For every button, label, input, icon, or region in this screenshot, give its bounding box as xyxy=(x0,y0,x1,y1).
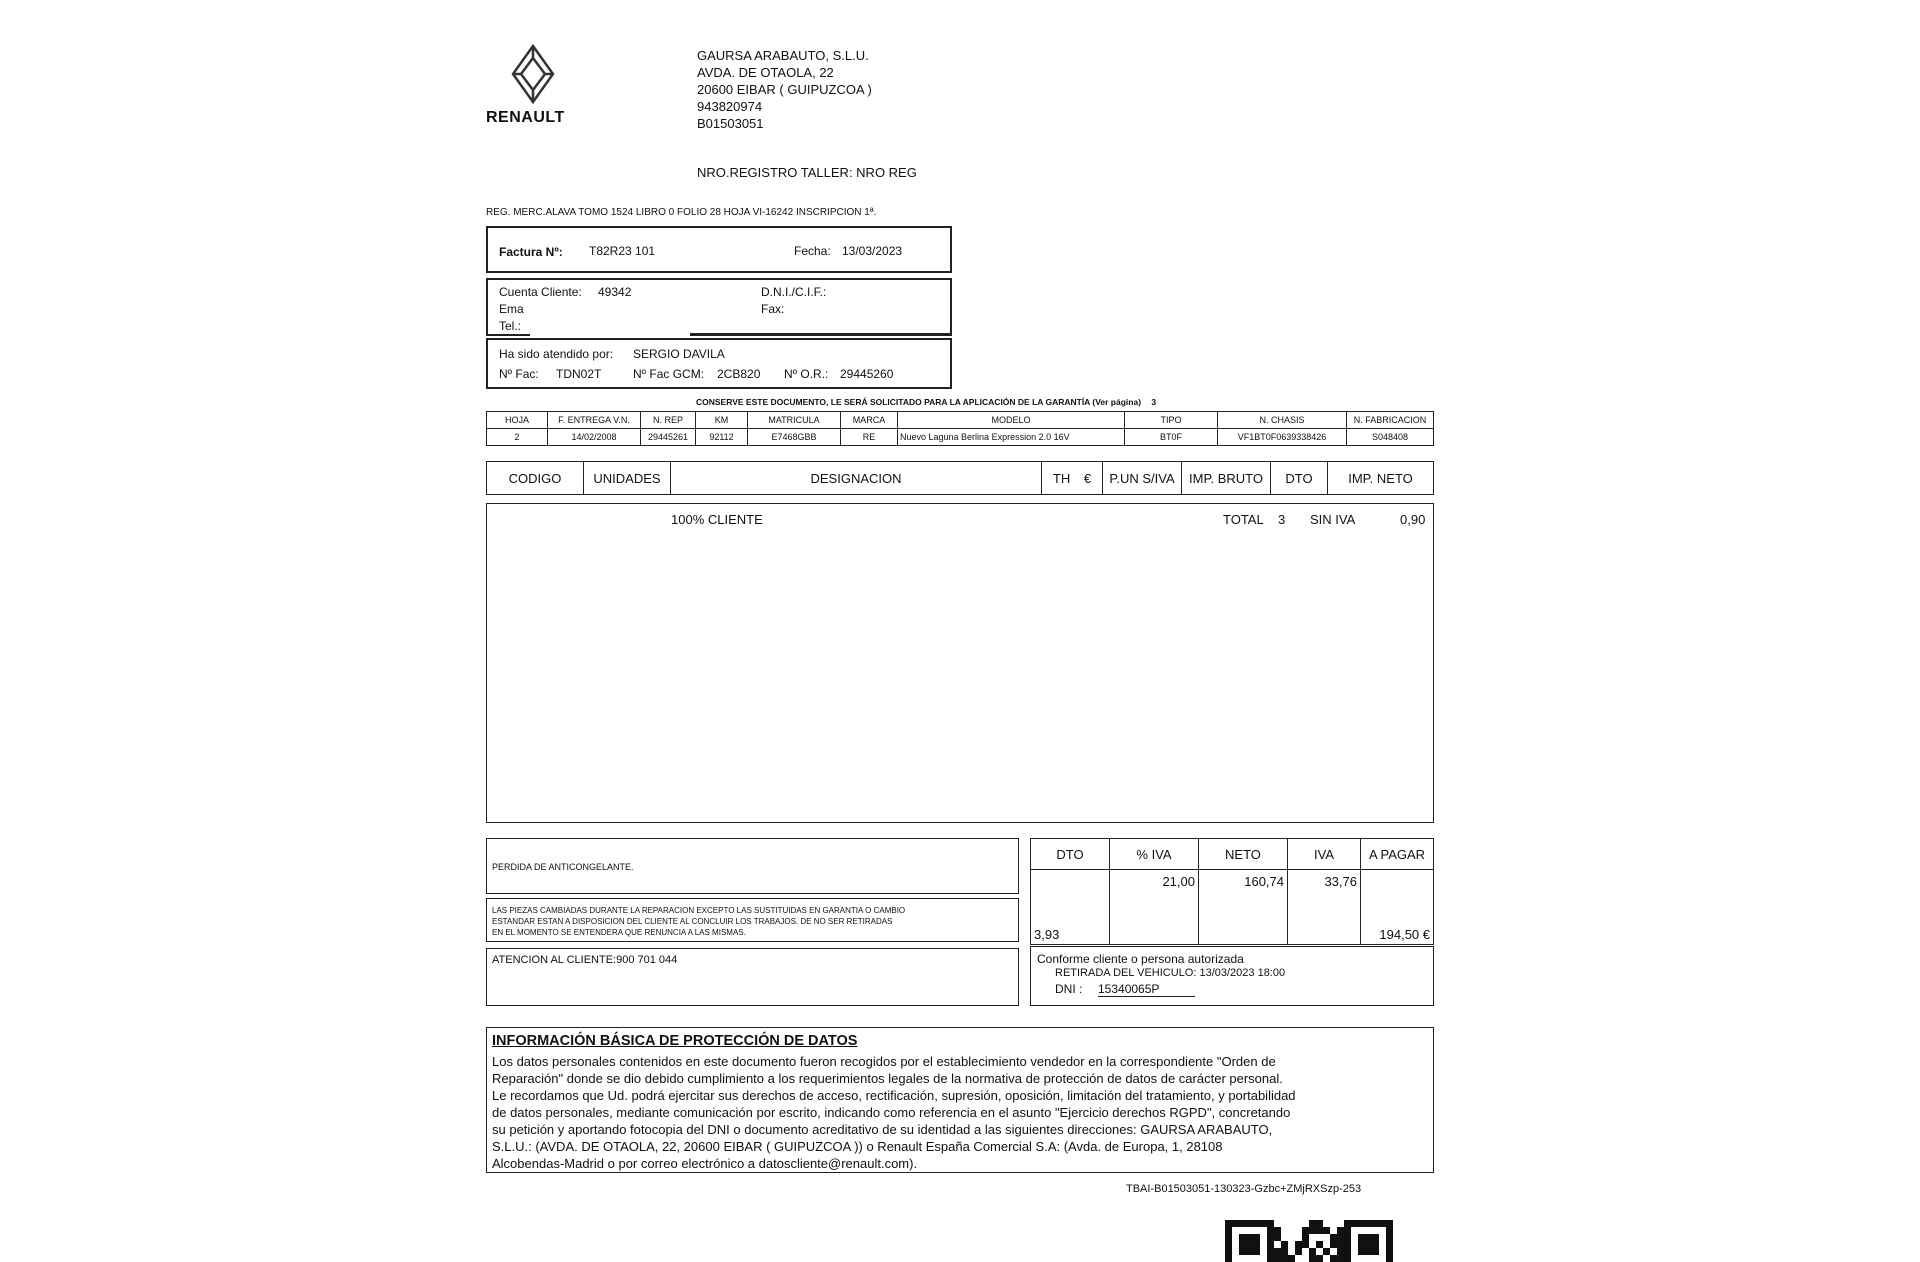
qr-module xyxy=(1246,1241,1253,1248)
company-city: 20600 EIBAR ( GUIPUZCOA ) xyxy=(697,82,872,97)
totals-table xyxy=(1030,838,1434,945)
line-total-label: TOTAL xyxy=(1223,512,1264,527)
qr-module xyxy=(1253,1220,1260,1227)
qr-module xyxy=(1274,1227,1281,1234)
attended-label: Ha sido atendido por: xyxy=(499,347,614,361)
qr-module xyxy=(1379,1255,1386,1262)
vv-marca: RE xyxy=(841,429,898,446)
qr-module xyxy=(1386,1241,1393,1248)
qr-module xyxy=(1246,1234,1253,1241)
vehicle-value-row xyxy=(487,429,1434,446)
qr-module xyxy=(1274,1234,1281,1241)
qr-module xyxy=(1239,1255,1246,1262)
line-designation: 100% CLIENTE xyxy=(671,512,763,527)
or-label: Nº O.R.: xyxy=(784,367,829,381)
qr-module xyxy=(1246,1255,1253,1262)
qr-module xyxy=(1281,1255,1288,1262)
qr-module xyxy=(1274,1220,1281,1227)
qr-module xyxy=(1365,1234,1372,1241)
qr-module xyxy=(1260,1241,1267,1248)
company-phone: 943820974 xyxy=(697,99,763,114)
vehicle-table xyxy=(486,411,1434,446)
qr-module xyxy=(1295,1255,1302,1262)
qr-module xyxy=(1386,1220,1393,1227)
qr-module xyxy=(1344,1241,1351,1248)
qr-module xyxy=(1358,1248,1365,1255)
brand-name: RENAULT xyxy=(486,109,565,126)
qr-module xyxy=(1386,1234,1393,1241)
qr-module xyxy=(1309,1255,1316,1262)
conforme-dni-label: DNI : xyxy=(1055,982,1083,996)
col-th-eur xyxy=(1042,462,1103,495)
privacy-line: de datos personales, mediante comunicación por escrito, indicando como referencia en el asunto "Ejercicio derechos RGPD", concretando xyxy=(492,1105,1291,1120)
company-cif: B01503051 xyxy=(697,116,764,131)
vehicle-header-row xyxy=(487,412,1434,429)
qr-module xyxy=(1372,1234,1379,1241)
qr-module xyxy=(1246,1220,1253,1227)
qr-module xyxy=(1330,1227,1337,1234)
nfac-label: Nº Fac: xyxy=(499,367,539,381)
qr-module xyxy=(1288,1248,1295,1255)
vv-nrep: 29445261 xyxy=(641,429,696,446)
vh-fentrega: F. ENTREGA V.N. xyxy=(548,412,641,429)
qr-module xyxy=(1260,1220,1267,1227)
qr-module xyxy=(1225,1248,1232,1255)
vh-hoja: HOJA xyxy=(487,412,548,429)
qr-module xyxy=(1372,1227,1379,1234)
tel-gap xyxy=(530,332,690,336)
qr-module xyxy=(1316,1234,1323,1241)
qr-module xyxy=(1260,1255,1267,1262)
lines-body xyxy=(486,503,1434,823)
qr-module xyxy=(1365,1248,1372,1255)
tv-iva: 33,76 xyxy=(1288,870,1361,945)
tv-neto: 160,74 xyxy=(1199,870,1288,945)
qr-module xyxy=(1330,1255,1337,1262)
tv-iva-pct: 21,00 xyxy=(1110,870,1199,945)
vv-modelo: Nuevo Laguna Berlina Expression 2.0 16V xyxy=(898,429,1125,446)
vv-fentrega: 14/02/2008 xyxy=(548,429,641,446)
qr-module xyxy=(1330,1241,1337,1248)
qr-module xyxy=(1344,1248,1351,1255)
qr-module xyxy=(1365,1241,1372,1248)
vv-hoja: 2 xyxy=(487,429,548,446)
qr-module xyxy=(1344,1234,1351,1241)
vh-marca: MARCA xyxy=(841,412,898,429)
warranty-note-text: CONSERVE ESTE DOCUMENTO, LE SERÁ SOLICITADO PARA LA APLICACIÓN DE LA GARANTÍA (Ver página) xyxy=(696,397,1142,407)
qr-module xyxy=(1274,1255,1281,1262)
gcm-label: Nº Fac GCM: xyxy=(633,367,705,381)
warranty-page: 3 xyxy=(1151,397,1157,407)
warranty-note xyxy=(696,397,1156,407)
qr-module xyxy=(1288,1241,1295,1248)
qr-module xyxy=(1281,1248,1288,1255)
col-imp-neto: IMP. NETO xyxy=(1328,462,1434,495)
qr-module xyxy=(1225,1241,1232,1248)
qr-module xyxy=(1323,1234,1330,1241)
fax-label: Fax: xyxy=(761,302,785,316)
qr-module xyxy=(1379,1248,1386,1255)
qr-module xyxy=(1232,1248,1239,1255)
qr-module xyxy=(1372,1255,1379,1262)
privacy-line: Los datos personales contenidos en este documento fueron recogidos por el establecimiento vendedor en la correspondiente "Orden de xyxy=(492,1054,1276,1069)
vh-fabricacion: N. FABRICACION xyxy=(1347,412,1434,429)
renault-logo-icon xyxy=(508,44,558,104)
qr-module xyxy=(1260,1227,1267,1234)
col-eur: € xyxy=(1083,470,1092,486)
qr-module xyxy=(1337,1241,1344,1248)
registro-taller: NRO.REGISTRO TALLER: NRO REG xyxy=(697,165,917,180)
qr-module xyxy=(1323,1227,1330,1234)
qr-module xyxy=(1351,1234,1358,1241)
col-pun: P.UN S/IVA xyxy=(1103,462,1182,495)
qr-module xyxy=(1344,1220,1351,1227)
fecha-value: 13/03/2023 xyxy=(842,244,903,258)
qr-module xyxy=(1379,1220,1386,1227)
qr-module xyxy=(1281,1234,1288,1241)
qr-module xyxy=(1386,1227,1393,1234)
privacy-line: Reparación" donde se dio debido cumplimiento a los requerimientos legales de la normativa de protección de datos de carácter personal. xyxy=(492,1071,1283,1086)
qr-module xyxy=(1358,1241,1365,1248)
qr-module xyxy=(1302,1241,1309,1248)
privacy-title: INFORMACIÓN BÁSICA DE PROTECCIÓN DE DATOS xyxy=(492,1033,858,1049)
perdida-note: PERDIDA DE ANTICONGELANTE. xyxy=(492,862,634,872)
qr-module xyxy=(1253,1227,1260,1234)
qr-module xyxy=(1302,1220,1309,1227)
totals-value-row xyxy=(1031,870,1434,945)
qr-module xyxy=(1281,1241,1288,1248)
email-label: Ema xyxy=(499,302,524,316)
qr-module xyxy=(1351,1241,1358,1248)
qr-module xyxy=(1232,1255,1239,1262)
gcm-value: 2CB820 xyxy=(717,367,761,381)
qr-module xyxy=(1288,1234,1295,1241)
qr-module xyxy=(1295,1241,1302,1248)
line-amount: 0,90 xyxy=(1400,512,1426,527)
qr-module xyxy=(1358,1234,1365,1241)
cuenta-label: Cuenta Cliente: xyxy=(499,285,582,299)
qr-module xyxy=(1372,1241,1379,1248)
privacy-line: Alcobendas-Madrid o por correo electrónico a datoscliente@renault.com). xyxy=(492,1156,918,1171)
factura-value: T82R23 101 xyxy=(589,244,656,258)
qr-module xyxy=(1288,1220,1295,1227)
qr-module xyxy=(1372,1220,1379,1227)
qr-module xyxy=(1323,1255,1330,1262)
qr-module xyxy=(1239,1234,1246,1241)
vv-matricula: E7468GBB xyxy=(748,429,841,446)
qr-module xyxy=(1239,1227,1246,1234)
vv-fabricacion: S048408 xyxy=(1347,429,1434,446)
conforme-title: Conforme cliente o persona autorizada xyxy=(1037,952,1244,966)
totals-header-row xyxy=(1031,839,1434,870)
cuenta-value: 49342 xyxy=(598,285,632,299)
qr-module xyxy=(1295,1234,1302,1241)
qr-module xyxy=(1351,1255,1358,1262)
qr-module xyxy=(1309,1234,1316,1241)
attended-box xyxy=(486,338,952,389)
vh-chasis: N. CHASIS xyxy=(1218,412,1347,429)
privacy-line: Le recordamos que Ud. podrá ejercitar sus derechos de acceso, rectificación, supresión, oposición, limitación del tratamiento, y portabilidad xyxy=(492,1088,1296,1103)
th-apagar: A PAGAR xyxy=(1361,839,1434,870)
qr-module xyxy=(1225,1234,1232,1241)
vh-matricula: MATRICULA xyxy=(748,412,841,429)
reg-merc: REG. MERC.ALAVA TOMO 1524 LIBRO 0 FOLIO 28 HOJA VI-16242 INSCRIPCION 1ª. xyxy=(486,207,877,218)
th-neto: NETO xyxy=(1199,839,1288,870)
line-total-count: 3 xyxy=(1278,512,1286,527)
qr-module xyxy=(1316,1220,1323,1227)
privacy-line: S.L.U.: (AVDA. DE OTAOLA, 22, 20600 EIBAR ( GUIPUZCOA )) o Renault España Comercial S.A: (Avda. de Europa, 1, 28108 xyxy=(492,1139,1223,1154)
qr-module xyxy=(1337,1255,1344,1262)
qr-module xyxy=(1379,1227,1386,1234)
qr-module xyxy=(1372,1248,1379,1255)
qr-module xyxy=(1281,1227,1288,1234)
qr-module xyxy=(1232,1227,1239,1234)
vv-km: 92112 xyxy=(696,429,748,446)
tv-dto: 3,93 xyxy=(1031,870,1110,945)
qr-module xyxy=(1302,1248,1309,1255)
qr-code-icon xyxy=(1225,1220,1393,1262)
qr-module xyxy=(1295,1227,1302,1234)
vh-modelo: MODELO xyxy=(898,412,1125,429)
qr-module xyxy=(1232,1234,1239,1241)
lines-header xyxy=(486,461,1434,495)
qr-module xyxy=(1323,1248,1330,1255)
col-codigo: CODIGO xyxy=(487,462,584,495)
qr-module xyxy=(1302,1234,1309,1241)
line-sin-iva: SIN IVA xyxy=(1310,512,1356,527)
dni-cif-label: D.N.I./C.I.F.: xyxy=(761,285,827,299)
qr-module xyxy=(1309,1220,1316,1227)
qr-module xyxy=(1323,1220,1330,1227)
qr-module xyxy=(1316,1227,1323,1234)
qr-module xyxy=(1253,1255,1260,1262)
qr-module xyxy=(1274,1248,1281,1255)
qr-module xyxy=(1386,1255,1393,1262)
qr-module xyxy=(1260,1248,1267,1255)
company-address: AVDA. DE OTAOLA, 22 xyxy=(697,65,834,80)
qr-module xyxy=(1351,1227,1358,1234)
qr-module xyxy=(1267,1227,1274,1234)
tel-label: Tel.: xyxy=(499,319,522,333)
qr-module xyxy=(1330,1248,1337,1255)
atencion-note: ATENCION AL CLIENTE:900 701 044 xyxy=(492,954,678,966)
qr-module xyxy=(1274,1241,1281,1248)
piezas-line-1: LAS PIEZAS CAMBIADAS DURANTE LA REPARACION EXCEPTO LAS SUSTITUIDAS EN GARANTIA O CAMBIO xyxy=(492,906,906,915)
vh-nrep: N. REP xyxy=(641,412,696,429)
col-dto: DTO xyxy=(1271,462,1328,495)
qr-module xyxy=(1330,1234,1337,1241)
qr-module xyxy=(1232,1241,1239,1248)
vv-chasis: VF1BT0F0639338426 xyxy=(1218,429,1347,446)
vh-tipo: TIPO xyxy=(1125,412,1218,429)
tbai-code: TBAI-B01503051-130323-Gzbc+ZMjRXSzp-253 xyxy=(1126,1183,1362,1195)
qr-module xyxy=(1386,1248,1393,1255)
fecha-label: Fecha: xyxy=(794,244,831,258)
qr-module xyxy=(1344,1255,1351,1262)
qr-module xyxy=(1253,1248,1260,1255)
qr-module xyxy=(1379,1234,1386,1241)
qr-module xyxy=(1253,1241,1260,1248)
qr-module xyxy=(1225,1227,1232,1234)
qr-module xyxy=(1337,1234,1344,1241)
qr-module xyxy=(1337,1227,1344,1234)
nfac-value: TDN02T xyxy=(556,367,602,381)
qr-module xyxy=(1239,1241,1246,1248)
qr-module xyxy=(1309,1248,1316,1255)
qr-module xyxy=(1351,1220,1358,1227)
col-imp-bruto: IMP. BRUTO xyxy=(1182,462,1271,495)
qr-module xyxy=(1239,1248,1246,1255)
qr-module xyxy=(1337,1248,1344,1255)
conforme-retirada: RETIRADA DEL VEHICULO: 13/03/2023 18:00 xyxy=(1055,967,1286,979)
tv-apagar: 194,50 € xyxy=(1361,870,1434,945)
th-dto: DTO xyxy=(1031,839,1110,870)
qr-module xyxy=(1267,1248,1274,1255)
qr-module xyxy=(1295,1220,1302,1227)
qr-module xyxy=(1344,1227,1351,1234)
qr-module xyxy=(1246,1227,1253,1234)
lines-header-row xyxy=(487,462,1434,495)
qr-module xyxy=(1267,1255,1274,1262)
qr-module xyxy=(1267,1220,1274,1227)
qr-module xyxy=(1309,1227,1316,1234)
qr-module xyxy=(1288,1227,1295,1234)
piezas-line-2: ESTANDAR ESTAN A DISPOSICION DEL CLIENTE AL CONCLUIR LOS TRABAJOS. DE NO SER RETIRADAS xyxy=(492,917,893,926)
privacy-line: su petición y aportando fotocopia del DNI o documento acreditativo de su identidad a las siguientes direcciones: GAURSA ARABAUTO, xyxy=(492,1122,1273,1137)
conforme-dni-value: 15340065P xyxy=(1098,982,1195,997)
qr-module xyxy=(1358,1255,1365,1262)
piezas-line-3: EN EL MOMENTO SE ENTENDERA QUE RENUNCIA A LAS MISMAS. xyxy=(492,928,746,937)
qr-module xyxy=(1253,1234,1260,1241)
qr-module xyxy=(1358,1220,1365,1227)
attended-value: SERGIO DAVILA xyxy=(633,347,725,361)
qr-module xyxy=(1281,1220,1288,1227)
th-iva-pct: % IVA xyxy=(1110,839,1199,870)
qr-module xyxy=(1358,1227,1365,1234)
qr-module xyxy=(1267,1234,1274,1241)
vv-tipo: BT0F xyxy=(1125,429,1218,446)
qr-module xyxy=(1225,1220,1232,1227)
col-designacion: DESIGNACION xyxy=(671,462,1042,495)
qr-module xyxy=(1316,1241,1323,1248)
qr-module xyxy=(1316,1248,1323,1255)
qr-module xyxy=(1295,1248,1302,1255)
qr-module xyxy=(1246,1248,1253,1255)
qr-module xyxy=(1351,1248,1358,1255)
qr-module xyxy=(1337,1220,1344,1227)
qr-module xyxy=(1225,1255,1232,1262)
qr-module xyxy=(1239,1220,1246,1227)
qr-module xyxy=(1365,1220,1372,1227)
qr-module xyxy=(1309,1241,1316,1248)
qr-module xyxy=(1330,1220,1337,1227)
company-name: GAURSA ARABAUTO, S.L.U. xyxy=(697,48,869,63)
qr-module xyxy=(1302,1255,1309,1262)
qr-module xyxy=(1323,1241,1330,1248)
factura-label: Factura Nº: xyxy=(499,245,563,259)
qr-module xyxy=(1379,1241,1386,1248)
vh-km: KM xyxy=(696,412,748,429)
qr-module xyxy=(1232,1220,1239,1227)
qr-module xyxy=(1316,1255,1323,1262)
qr-module xyxy=(1260,1234,1267,1241)
col-unidades: UNIDADES xyxy=(584,462,671,495)
qr-module xyxy=(1302,1227,1309,1234)
or-value: 29445260 xyxy=(840,367,894,381)
qr-module xyxy=(1267,1241,1274,1248)
qr-module xyxy=(1288,1255,1295,1262)
col-th: TH xyxy=(1052,470,1071,486)
qr-module xyxy=(1365,1255,1372,1262)
qr-module xyxy=(1365,1227,1372,1234)
th-iva: IVA xyxy=(1288,839,1361,870)
